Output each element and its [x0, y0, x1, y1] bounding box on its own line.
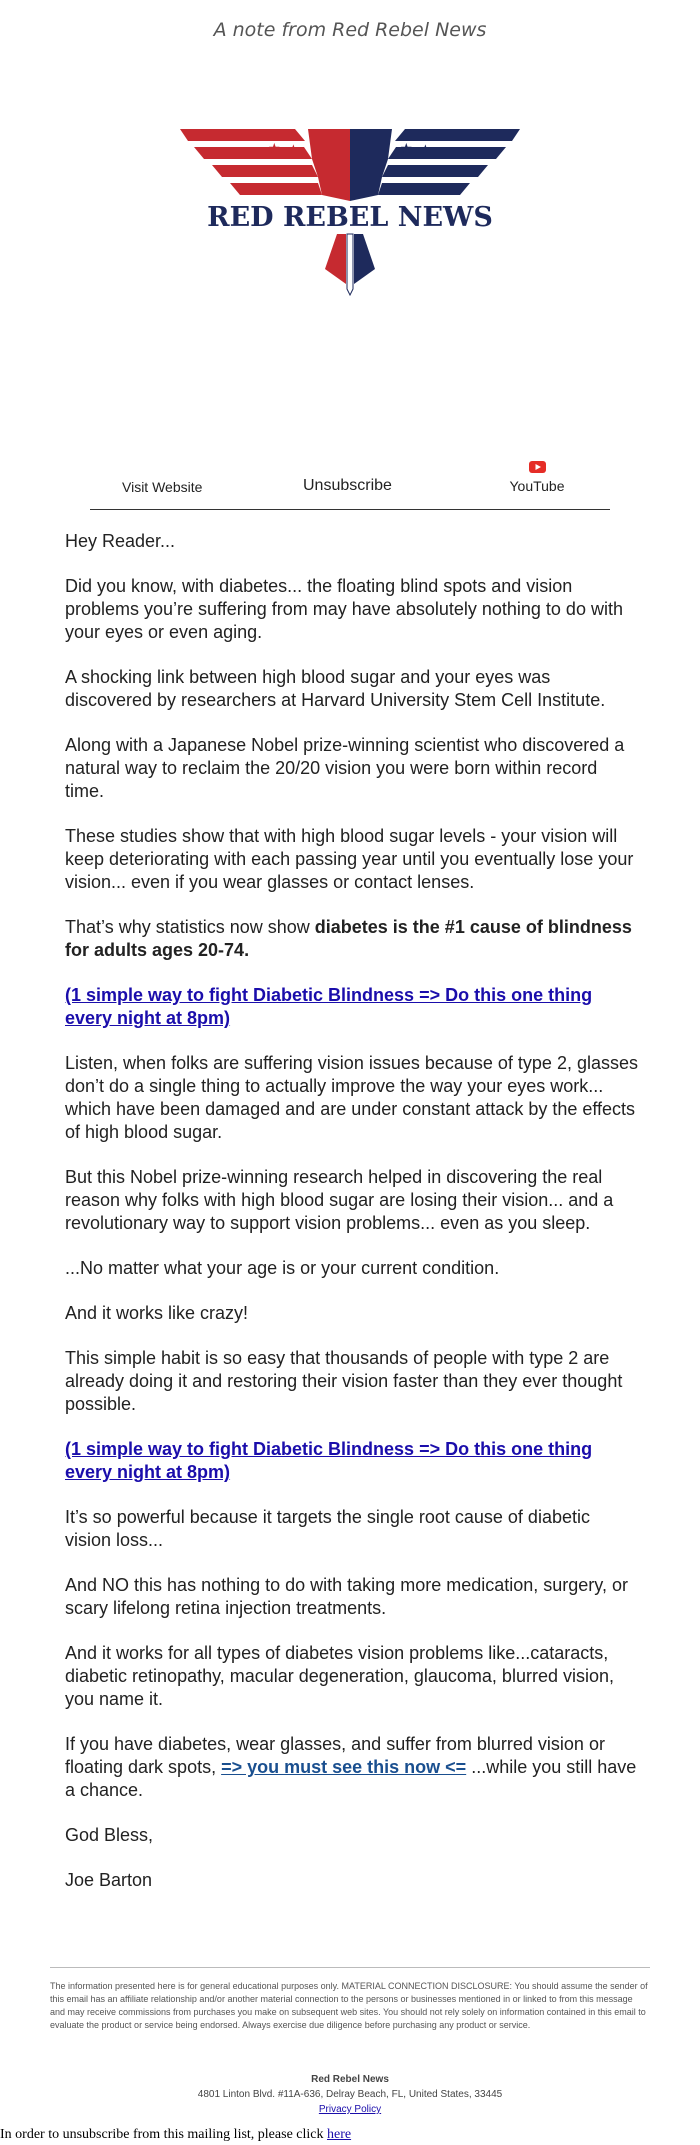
unsubscribe-text: In order to unsubscribe from this mailing list, please click: [0, 2127, 327, 2142]
youtube-icon: [529, 461, 546, 473]
statistic-lead: That’s why statistics now show: [65, 917, 315, 937]
paragraph: A shocking link between high blood sugar and your eyes was discovered by researchers at Harvard University Stem Cell Institute.: [65, 667, 606, 710]
svg-text:★: ★: [268, 141, 281, 157]
cta-paragraph: [65, 1438, 640, 1484]
cta-link-2[interactable]: (1 simple way to fight Diabetic Blindness => Do this one thing every night at 8pm): [65, 1439, 593, 1482]
header-note: A note from Red Rebel News: [213, 19, 487, 41]
paragraph: ...No matter what your age is or your current condition.: [65, 1258, 500, 1278]
footer-company: Red Rebel News: [311, 2074, 389, 2085]
paragraph: Did you know, with diabetes... the floating blind spots and vision problems you’re suffering from may have absolutely nothing to do with your eyes or even aging.: [65, 576, 623, 642]
paragraph: Listen, when folks are suffering vision issues because of type 2, glasses don’t do a single thing to actually improve the way your eyes work... which have been damaged and are under constant attack by the effects of high blood sugar.: [65, 1053, 638, 1142]
disclaimer: The information presented here is for general educational purposes only. MATERIAL CONNECTION DISCLOSURE: You should assume the sender of this email has an affiliate relationship and/or another material connection to the persons or businesses mentioned in or linked to from this message and may receive commissions from purchases you make on subsequent web sites. You should not rely solely on information contained in this email to evaluate the product or service being endorsed. Always exercise due diligence before purchasing any product or service.: [50, 1981, 648, 2030]
privacy-policy-link[interactable]: Privacy Policy: [318, 2104, 382, 2115]
youtube-link[interactable]: [507, 461, 567, 494]
svg-text:★: ★: [420, 142, 431, 156]
footer-address: 4801 Linton Blvd. #11A-636, Delray Beach, FL, United States, 33445: [197, 2089, 503, 2100]
cta-paragraph: [65, 984, 640, 1030]
signoff: God Bless,: [65, 1825, 154, 1845]
paragraph: It’s so powerful because it targets the single root cause of diabetic vision loss...: [65, 1507, 590, 1550]
must-see-link[interactable]: => you must see this now <=: [221, 1757, 467, 1777]
paragraph: But this Nobel prize-winning research helped in discovering the real reason why folks with high blood sugar are losing their vision... and a revolutionary way to support vision problems... even as you sleep.: [65, 1167, 614, 1233]
paragraph: Along with a Japanese Nobel prize-winning scientist who discovered a natural way to reclaim the 20/20 vision you were born within record time.: [65, 735, 625, 801]
paragraph: And NO this has nothing to do with taking more medication, surgery, or scary lifelong retina injection treatments.: [65, 1575, 628, 1618]
footer: [0, 2072, 700, 2117]
greeting: Hey Reader...: [65, 531, 176, 551]
paragraph: These studies show that with high blood sugar levels - your vision will keep deteriorating with each passing year until you eventually lose your vision... even if you wear glasses or contact lenses.: [65, 826, 634, 892]
visit-website-link[interactable]: Visit Website: [122, 479, 203, 495]
unsubscribe-line: [0, 2127, 351, 2143]
unsubscribe-link[interactable]: Unsubscribe: [303, 477, 392, 494]
svg-text:★: ★: [400, 141, 413, 157]
footer-divider: [50, 1967, 650, 1968]
top-nav: [90, 459, 610, 510]
eagle-logo-icon: [180, 129, 520, 304]
closing-paragraph: [65, 1733, 640, 1802]
statistic-paragraph: [65, 916, 640, 962]
signature: Joe Barton: [65, 1870, 153, 1890]
brand-logo: [0, 129, 700, 304]
statistic-highlight: diabetes is the #1 cause of blindness for adults ages 20-74.: [65, 917, 632, 960]
brand-name: RED REBEL NEWS: [207, 202, 493, 233]
closing-lead: If you have diabetes, wear glasses, and suffer from blurred vision or floating dark spots,: [65, 1734, 605, 1777]
cta-link-1[interactable]: (1 simple way to fight Diabetic Blindness => Do this one thing every night at 8pm): [65, 985, 593, 1028]
unsubscribe-here-link[interactable]: here: [326, 2127, 352, 2142]
email-body: [65, 530, 640, 1914]
svg-text:★: ★: [288, 142, 299, 156]
paragraph: This simple habit is so easy that thousands of people with type 2 are already doing it and restoring their vision faster than they ever thought possible.: [65, 1348, 623, 1414]
paragraph: And it works like crazy!: [65, 1303, 249, 1323]
paragraph: And it works for all types of diabetes vision problems like...cataracts, diabetic retinopathy, macular degeneration, glaucoma, blurred vision, you name it.: [65, 1643, 614, 1709]
closing-tail: ...while you still have a chance.: [65, 1757, 637, 1800]
youtube-label: YouTube: [509, 478, 565, 494]
